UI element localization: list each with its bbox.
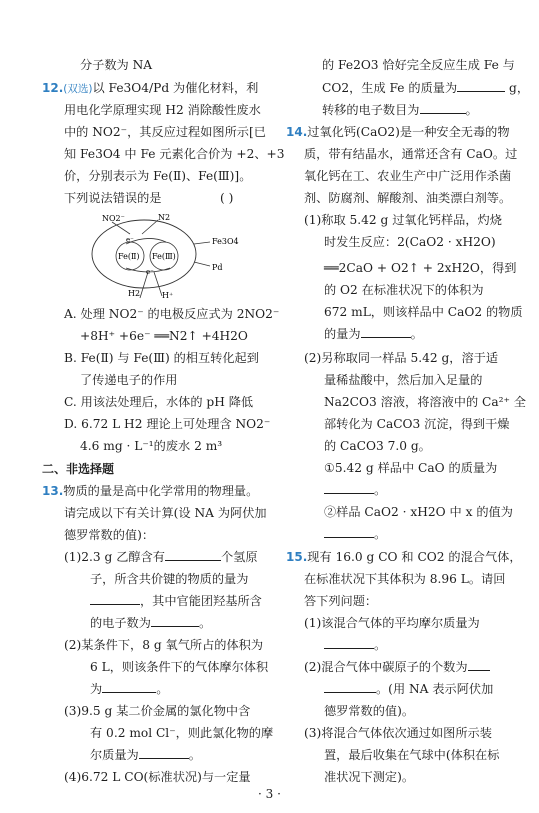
text-line: (1)称取 5.42 g 过氧化钙样品，灼烧 — [304, 213, 502, 227]
text-line: 请完成以下有关计算(设 NA 为阿伏加 — [64, 506, 267, 520]
text-line: ②样品 CaO2 · xH2O 中 x 的值为 — [324, 505, 513, 519]
answer-blank[interactable] — [324, 637, 374, 649]
text-span: 。 — [198, 616, 212, 630]
answer-paren: ( ) — [220, 191, 234, 205]
text-line: 时发生反应：2(CaO2 · xH2O) — [324, 235, 496, 249]
question-14 — [286, 124, 510, 140]
text-span: 。 — [156, 682, 169, 696]
text-line: 6 L，则该条件下的气体摩尔体积 — [90, 660, 269, 674]
text-span: 的电子数为 — [90, 616, 151, 630]
option-a: A. 处理 NO2⁻ 的电极反应式为 2NO2⁻ — [64, 307, 280, 321]
text-line — [324, 326, 423, 342]
text-line: 子，所含共价键的物质的量为 — [90, 572, 249, 586]
question-number: 13. — [42, 484, 64, 498]
page-number: · 3 · — [258, 787, 281, 801]
text-line — [324, 526, 386, 542]
pd-leader — [194, 262, 210, 266]
text-line: 质，带有结晶水，通常还含有 CaO。过 — [304, 147, 518, 161]
text-line: 过氧化钙(CaO2)是一种安全无毒的物 — [307, 125, 510, 139]
answer-blank[interactable] — [102, 681, 156, 693]
text-line: (2)某条件下，8 g 氧气所占的体积为 — [64, 638, 264, 652]
text-line: ══2CaO + O2↑ + 2xH2O，得到 — [324, 261, 517, 275]
text-line: 部转化为 CaCO3 沉淀，得到干燥 — [324, 417, 510, 431]
text-line: 的 Fe2O3 恰好完全反应生成 Fe 与 — [322, 58, 515, 72]
text-line: 现有 16.0 g CO 和 CO2 的混合气体， — [307, 550, 522, 564]
text-span: g， — [509, 81, 530, 95]
n2-label: N2 — [158, 213, 171, 222]
text-line — [90, 593, 262, 609]
question-15 — [286, 549, 522, 565]
text-line: 准状况下测定)。 — [324, 770, 415, 784]
text-line: 分子数为 NA — [80, 58, 153, 72]
text-line — [304, 659, 490, 675]
fe3o4-leader — [194, 242, 210, 244]
text-line — [90, 681, 168, 697]
text-line: +8H⁺ +6e⁻ ══N2↑ +4H2O — [80, 329, 248, 343]
multi-select-tag: (双选) — [63, 83, 93, 95]
text-line: 德罗常数的值)： — [64, 528, 155, 542]
text-span: 个氢原 — [220, 550, 258, 564]
text-line: 用电化学原理实现 H2 消除酸性废水 — [64, 103, 261, 117]
text-line — [324, 482, 386, 498]
text-line — [90, 615, 211, 631]
text-span: 。 — [465, 103, 478, 117]
text-line — [64, 549, 258, 565]
text-line — [324, 681, 493, 697]
text-line — [90, 747, 201, 763]
text-line: 在标准状况下其体积为 8.96 L。请回 — [304, 572, 506, 586]
section-heading: 二、非选择题 — [42, 462, 115, 476]
text-line: 672 mL，则该样品中 CaO2 的物质 — [324, 305, 523, 319]
question-number: 15. — [286, 550, 308, 564]
electron-label: e⁻ — [146, 268, 154, 276]
reaction-diagram — [82, 212, 262, 302]
text-line: (4)6.72 L CO(标准状况)与一定量 — [64, 770, 251, 784]
text-line: ①5.42 g 样品中 CaO 的质量为 — [324, 461, 498, 475]
option-d: D. 6.72 L H2 理论上可处理含 NO2⁻ — [64, 417, 271, 431]
text-span: 的量为 — [324, 327, 361, 341]
fe3o4-label: Fe3O4 — [212, 237, 239, 246]
text-line: 以 Fe3O4/Pd 为催化材料，利 — [92, 81, 259, 95]
text-line: (1)该混合气体的平均摩尔质量为 — [304, 616, 480, 630]
text-line — [324, 637, 386, 653]
electron-label: e⁻ — [126, 236, 134, 244]
n2-out-arrow — [142, 220, 158, 234]
answer-blank[interactable] — [361, 326, 411, 338]
text-line: 德罗常数的值)。 — [324, 704, 415, 718]
fe2-label: Fe(Ⅱ) — [118, 252, 140, 261]
hplus-out-arrow — [154, 272, 162, 296]
question-12 — [42, 80, 258, 97]
text-line: 的 O2 在标准状况下的体积为 — [324, 283, 484, 297]
text-span: 。 — [374, 527, 387, 541]
fe3-label: Fe(Ⅲ) — [152, 252, 176, 261]
answer-blank[interactable] — [151, 615, 199, 627]
question-number: 14. — [286, 125, 308, 139]
text-line: (3)将混合气体依次通过如图所示装 — [304, 726, 492, 740]
text-line: 中的 NO2⁻，其反应过程如图所示[已 — [64, 125, 266, 139]
text-line — [322, 80, 529, 96]
text-line: 知 Fe3O4 中 Fe 元素化合价为 +2、+3 — [64, 147, 285, 161]
text-line: 氧化钙在工、农业生产中广泛用作杀菌 — [304, 169, 512, 183]
text-span: ，其中官能团羟基所含 — [140, 594, 262, 608]
text-line: 了传递电子的作用 — [80, 373, 178, 387]
text-line: (3)9.5 g 某二价金属的氯化物中含 — [64, 704, 251, 718]
text-span: 。(用 NA 表示阿伏加 — [376, 682, 494, 696]
text-span: 。 — [374, 638, 387, 652]
hplus-label: H⁺ — [162, 291, 174, 300]
text-line: 有 0.2 mol Cl⁻，则此氯化物的摩 — [90, 726, 274, 740]
text-span: 。 — [188, 748, 201, 762]
option-b: B. Fe(Ⅱ) 与 Fe(Ⅲ) 的相互转化起到 — [64, 351, 259, 365]
text-span: 。 — [410, 327, 423, 341]
answer-blank[interactable] — [139, 747, 189, 759]
text-span: (1)2.3 g 乙醇含有 — [64, 550, 165, 564]
no2-label: NO2⁻ — [102, 214, 125, 223]
answer-blank[interactable] — [324, 526, 374, 538]
text-span: CO2，生成 Fe 的质量为 — [322, 81, 458, 95]
text-line — [322, 102, 478, 118]
answer-blank[interactable] — [457, 80, 505, 92]
answer-blank[interactable] — [420, 102, 466, 114]
text-line: 答下列问题： — [304, 594, 378, 608]
text-line: 量稀盐酸中，然后加入足量的 — [324, 373, 483, 387]
answer-blank[interactable] — [324, 681, 376, 693]
text-line: 的 CaCO3 7.0 g。 — [324, 439, 431, 453]
text-line: 置，最后收集在气球中(体积在标 — [324, 748, 500, 762]
question-13 — [42, 483, 258, 499]
option-c: C. 用该法处理后，水体的 pH 降低 — [64, 395, 254, 409]
text-span: 尔质量为 — [90, 748, 139, 762]
question-number: 12. — [42, 81, 64, 95]
text-line: 物质的量是高中化学常用的物理量。 — [63, 484, 259, 498]
text-line: 下列说法错误的是 — [64, 191, 162, 205]
text-span: (2)混合气体中碳原子的个数为 — [304, 660, 468, 674]
h2-label: H2 — [128, 289, 141, 298]
text-line: 4.6 mg · L⁻¹的废水 2 m³ — [80, 439, 223, 453]
answer-blank[interactable] — [324, 482, 374, 494]
text-line: Na2CO3 溶液，将溶液中的 Ca²⁺ 全 — [324, 395, 526, 409]
text-line: (2)另称取同一样品 5.42 g，溶于适 — [304, 351, 499, 365]
answer-blank[interactable] — [468, 659, 490, 671]
text-span: 为 — [90, 682, 103, 696]
text-line: 剂、防腐剂、解酸剂、油类漂白剂等。 — [304, 191, 512, 205]
answer-blank[interactable] — [90, 593, 140, 605]
answer-blank[interactable] — [165, 549, 221, 561]
text-span: 。 — [374, 483, 387, 497]
text-span: 转移的电子数目为 — [322, 103, 420, 117]
pd-label: Pd — [212, 263, 223, 272]
text-line: 价，分别表示为 Fe(Ⅱ)、Fe(Ⅲ)]。 — [64, 169, 252, 183]
